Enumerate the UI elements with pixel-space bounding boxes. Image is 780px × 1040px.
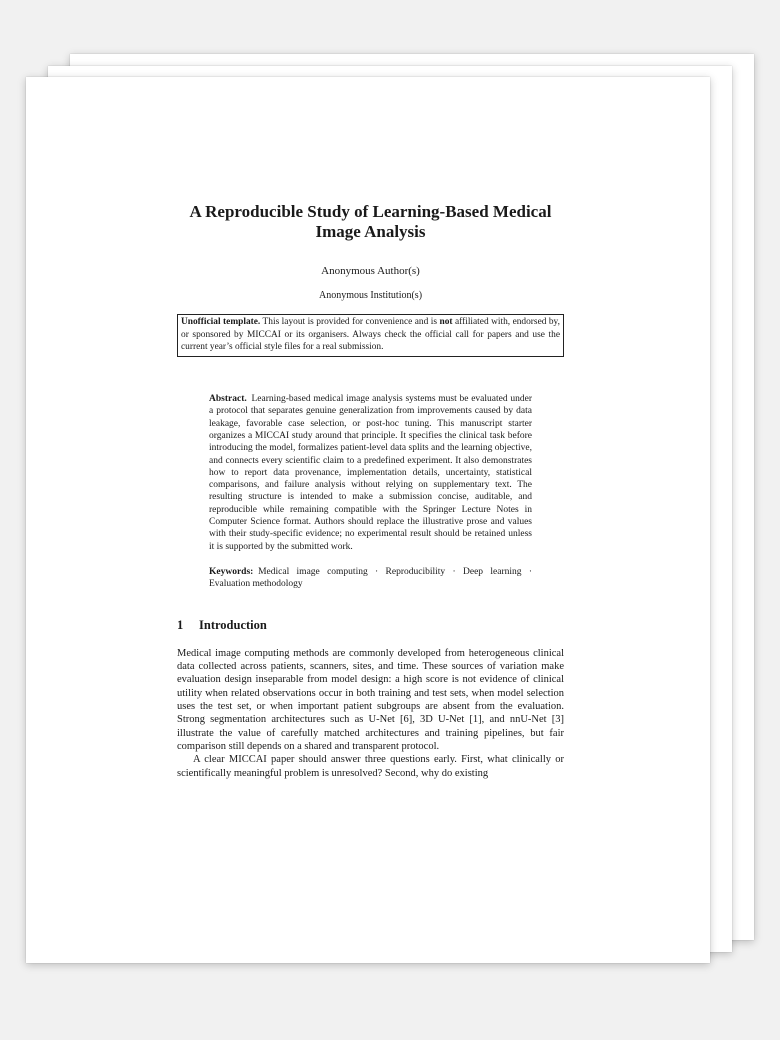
introduction-body (177, 647, 564, 780)
keywords-text: Medical image computing · Reproducibility · Deep learning · Evaluation methodology (209, 566, 532, 590)
abstract (209, 393, 532, 553)
notice-text-before: This layout is provided for convenience and is (260, 317, 440, 327)
section-heading-introduction (177, 618, 564, 633)
notice-emphasis: not (439, 317, 453, 327)
keywords-label: Keywords: (209, 566, 254, 577)
author-line: Anonymous Author(s) (321, 265, 420, 277)
body-paragraph: A clear MICCAI paper should answer three questions early. First, what clinically or scientifically meaningful problem is unresolved? Second, why do existing (177, 754, 564, 779)
body-paragraph: Medical image computing methods are commonly developed from heterogeneous clinical data collected across patients, scanners, sites, and time. These sources of variation make evaluation design inseparable from model design: a high score is not evidence of clinical utility when related observations occur in both training and test sets, when model selection uses the test set, or when important patient subgroups are absent from the evaluation. Strong segmentation architectures such as U-Net [6], 3D U-Net [1], and nnU-Net [3] illustrate the value of carefully matched architectures and training pipelines, but fair comparison still depends on a shared and transparent protocol. (177, 647, 564, 752)
section-title: Introduction (199, 617, 267, 632)
institution-line: Anonymous Institution(s) (318, 290, 423, 301)
notice-label: Unofficial template. (181, 317, 261, 327)
unofficial-template-notice (177, 314, 564, 357)
notice-text-after: affiliated with, endorsed by, or sponsored by MICCAI or its organisers. Always check the official call for papers and use the current year’s official style files for a real submission. (181, 317, 560, 353)
section-number: 1 (177, 617, 184, 632)
paper-page (26, 77, 710, 963)
abstract-text: Learning-based medical image analysis systems must be evaluated under a protocol that separates genuine generalization from improvements caused by data leakage, favorable case selection, or post-hoc tuning. This manuscript starter organizes a MICCAI study around that principle. It specifies the clinical task before introducing the model, formalizes patient-level data splits and the learning objective, and connects every scientific claim to a predefined experiment. It also demonstrates how to report data provenance, implementation details, uncertainty, statistical comparisons, and failure analysis without relying on supplementary text. The resulting structure is intended to make a submission concise, auditable, and reproducible while remaining compatible with the Springer Lecture Notes in Computer Science format. Authors should replace the illustrative prose and values with their study-specific evidence; no experimental result should be retained unless it is supported by the submitted work. (209, 394, 532, 552)
paper-title: A Reproducible Study of Learning-Based Medical Image Analysis (189, 202, 552, 241)
keywords (209, 566, 532, 591)
page-content (177, 202, 564, 780)
abstract-label: Abstract. (209, 394, 247, 405)
